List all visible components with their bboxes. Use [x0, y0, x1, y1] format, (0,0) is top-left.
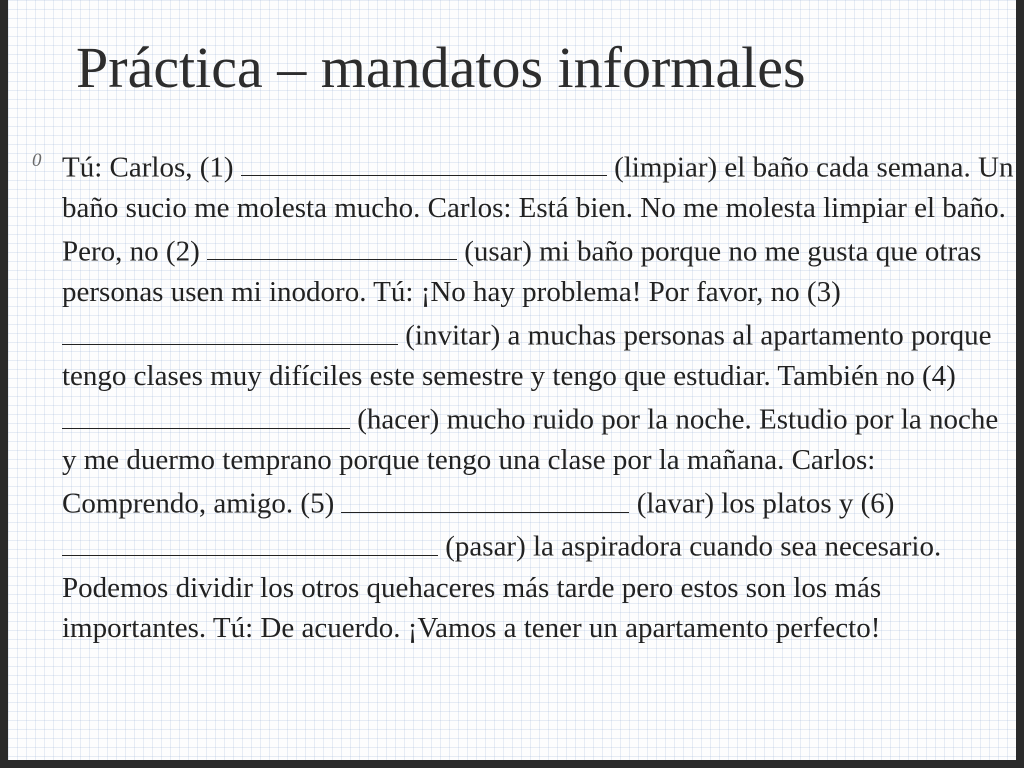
text-segment: (invitar) a muchas personas al apartamento porque tengo clases muy difíciles este semestre y tengo que estudiar. También no (4)	[62, 319, 992, 393]
text-segment: (limpiar) el baño cada semana. Un baño sucio me molesta mucho. Carlos: Está bien. No me molesta limpiar el baño. Pero, no (2)	[62, 151, 1014, 268]
slide	[8, 0, 1016, 760]
blank-5	[341, 481, 629, 512]
text-segment: Tú: Carlos, (1)	[62, 151, 241, 184]
blank-4	[62, 397, 350, 428]
blank-2	[207, 229, 457, 260]
bullet-marker: 0	[32, 150, 42, 171]
blank-1	[241, 145, 607, 176]
text-segment: (usar) mi baño porque no me gusta que otras personas usen mi inodoro. Tú: ¡No hay problema! Por favor, no (3)	[62, 235, 982, 309]
exercise-paragraph	[62, 145, 1014, 649]
blank-6	[62, 524, 438, 555]
text-segment: (hacer) mucho ruido por la noche. Estudio por la noche y me duermo temprano porque tengo una clase por la mañana. Carlos: Comprendo, amigo. (5)	[62, 403, 999, 520]
text-segment: (pasar) la aspiradora cuando sea necesario. Podemos dividir los otros quehaceres más tarde pero estos son los más importantes. Tú: De acuerdo. ¡Vamos a tener un apartamento perfecto!	[62, 530, 942, 645]
blank-3	[62, 313, 398, 344]
slide-title: Práctica – mandatos informales	[76, 35, 806, 100]
text-segment: (lavar) los platos y (6)	[629, 487, 895, 520]
